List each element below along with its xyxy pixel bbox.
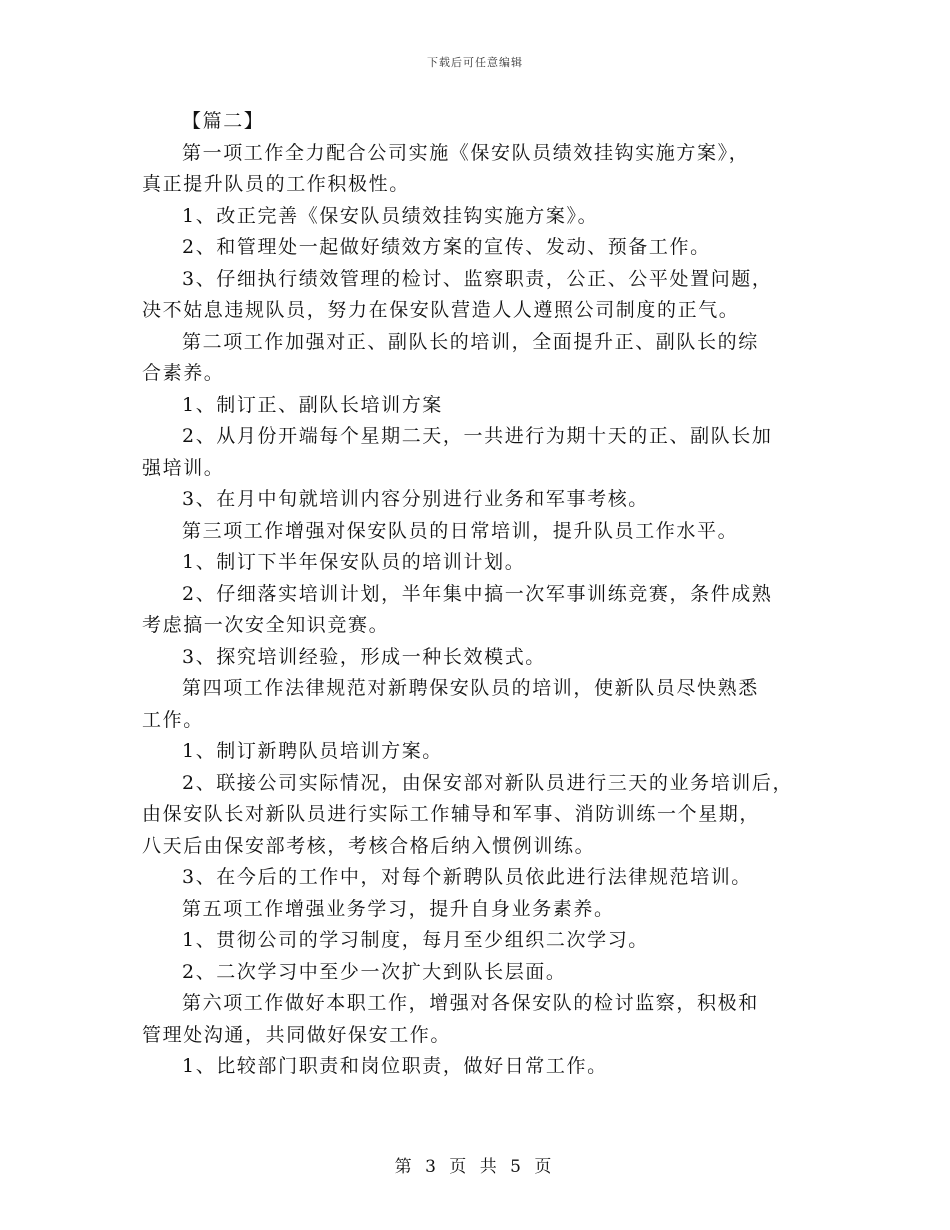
- text-line: 2、仔细落实培训计划，半年集中搞一次军事训练竞赛，条件成熟: [182, 582, 773, 605]
- text-line: 第一项工作全力配合公司实施《保安队员绩效挂钩实施方案》，: [182, 141, 750, 164]
- text-line: 第六项工作做好本职工作，增强对各保安队的检讨监察，积极和: [182, 992, 759, 1014]
- text-line: 2、二次学习中至少一次扩大到队长层面。: [182, 960, 567, 983]
- text-line: 3、探究培训经验，形成一种长效模式。: [182, 645, 546, 668]
- text-line: 2、和管理处一起做好绩效方案的宣传、发动、预备工作。: [182, 236, 711, 258]
- text-line: 1、制订正、副队长培训方案: [182, 393, 443, 416]
- text-line: 由保安队长对新队员进行实际工作辅导和军事、消防训练一个星期，: [142, 803, 761, 825]
- page-footer: 第 3 页 共 5 页: [394, 1157, 556, 1177]
- text-line: 【篇二】: [182, 110, 265, 132]
- text-line: 第五项工作增强业务学习，提升自身业务素养。: [182, 897, 615, 920]
- text-line: 2、联接公司实际情况，由保安部对新队员进行三天的业务培训后，: [182, 771, 794, 794]
- text-line: 1、制订新聘队员培训方案。: [182, 740, 443, 762]
- text-line: 3、在今后的工作中，对每个新聘队员依此进行法律规范培训。: [182, 866, 752, 888]
- text-line: 3、在月中旬就培训内容分别进行业务和军事考核。: [182, 488, 649, 510]
- text-line: 管理处沟通，共同做好保安工作。: [142, 1023, 452, 1046]
- text-line: 真正提升队员的工作积极性。: [142, 173, 410, 195]
- text-line: 1、比较部门职责和岗位职责，做好日常工作。: [182, 1055, 608, 1077]
- page-header: 下载后可任意编辑: [427, 56, 523, 69]
- text-line: 合素养。: [142, 362, 225, 384]
- text-line: 工作。: [142, 708, 204, 731]
- text-line: 1、制订下半年保安队员的培训计划。: [182, 551, 526, 573]
- text-line: 强培训。: [142, 456, 225, 479]
- document-body: [142, 106, 810, 1083]
- text-line: 八天后由保安部考核，考核合格后纳入惯例训练。: [142, 834, 596, 857]
- text-line: 3、仔细执行绩效管理的检讨、监察职责，公正、公平处置问题，: [182, 267, 773, 290]
- text-line: 考虑搞一次安全知识竞赛。: [142, 614, 390, 636]
- text-line: 第三项工作增强对保安队员的日常培训，提升队员工作水平。: [182, 519, 739, 542]
- text-line: 决不姑息违规队员，努力在保安队营造人人遵照公司制度的正气。: [142, 299, 740, 321]
- text-line: 1、贯彻公司的学习制度，每月至少组织二次学习。: [182, 929, 649, 951]
- text-line: 2、从月份开端每个星期二天，一共进行为期十天的正、副队长加: [182, 425, 773, 447]
- text-line: 1、改正完善《保安队员绩效挂钩实施方案》。: [182, 204, 599, 227]
- text-line: 第四项工作法律规范对新聘保安队员的培训，使新队员尽快熟悉: [182, 677, 759, 699]
- text-line: 第二项工作加强对正、副队长的培训，全面提升正、副队长的综: [182, 330, 759, 353]
